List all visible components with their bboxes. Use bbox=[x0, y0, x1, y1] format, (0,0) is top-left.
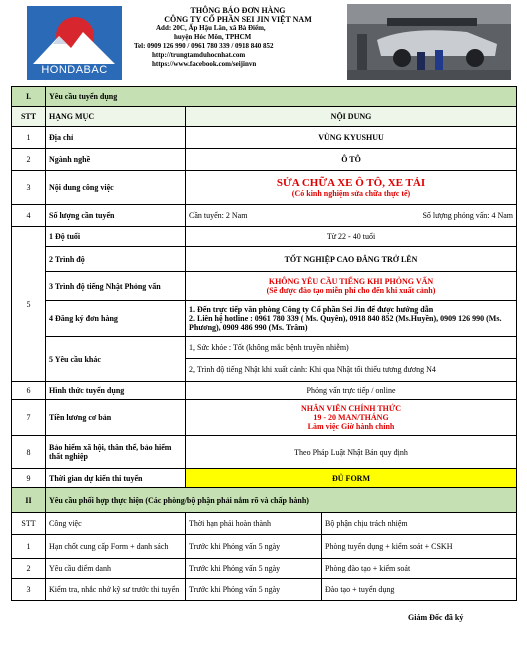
row-stt: 2 bbox=[12, 559, 46, 579]
row-stt: 4 bbox=[12, 205, 46, 227]
table-row bbox=[12, 400, 517, 436]
table-row bbox=[12, 535, 517, 559]
row-item: Hình thức tuyển dụng bbox=[46, 382, 186, 400]
company-name: CÔNG TY CỔ PHẦN SEI JIN VIỆT NAM bbox=[164, 15, 312, 24]
quota-needed: Cần tuyển: 2 Nam bbox=[189, 211, 248, 220]
table-row bbox=[12, 436, 517, 469]
row-item: Bảo hiểm xã hội, thân thể, bảo hiểm thất nghiệp bbox=[46, 436, 186, 469]
row-stt: 8 bbox=[12, 436, 46, 469]
row-stt: 3 bbox=[12, 579, 46, 601]
row-item: Số lượng cần tuyển bbox=[46, 205, 186, 227]
register-step-1: 1. Đến trực tiếp văn phòng Công ty Cổ phần Sei Jin để được hướng dẫn bbox=[189, 305, 434, 314]
other-requirement-1: 1, Sức khỏe : Tốt (không mắc bệnh truyền nhiễm) bbox=[186, 337, 516, 359]
sub-row-content bbox=[186, 301, 517, 337]
table-row bbox=[12, 205, 517, 227]
col-job: Công việc bbox=[46, 513, 186, 535]
row-stt: 3 bbox=[12, 171, 46, 205]
section-1-title: Yêu cầu tuyển dụng bbox=[46, 87, 517, 107]
row-content: Phỏng vấn trực tiếp / online bbox=[186, 382, 517, 400]
section-2-number: II bbox=[12, 488, 46, 513]
director-signature: Giám Đốc đã ký bbox=[408, 613, 464, 622]
row-item: Địa chỉ bbox=[46, 127, 186, 149]
other-requirement-2: 2, Trình độ tiếng Nhật khi xuất cảnh: Khi qua Nhật tối thiểu tương đương N4 bbox=[189, 365, 436, 374]
job-content-note: (Có kinh nghiệm sửa chữa thực tế) bbox=[291, 189, 411, 198]
table-row bbox=[12, 301, 517, 337]
workshop-photo bbox=[347, 4, 511, 80]
table-1-column-header bbox=[12, 107, 517, 127]
sub-row-content bbox=[186, 272, 517, 301]
logo-text: HONDABAC bbox=[41, 64, 108, 76]
col-content: NỘI DUNG bbox=[186, 107, 517, 127]
col-dept: Bộ phận chịu trách nhiệm bbox=[322, 513, 517, 535]
hondabac-logo bbox=[27, 6, 122, 80]
job-content-main: SỬA CHỮA XE Ô TÔ, XE TẢI bbox=[276, 177, 426, 189]
section-2-title: Yêu cầu phối hợp thực hiện (Các phòng/bộ phận phải nắm rõ và chấp hành) bbox=[46, 488, 517, 513]
row-stt: 5 bbox=[12, 227, 46, 382]
row-content bbox=[186, 205, 517, 227]
row-stt: 1 bbox=[12, 535, 46, 559]
table-row bbox=[12, 469, 517, 488]
sub-row-label: 1 Độ tuổi bbox=[46, 227, 186, 247]
table-row bbox=[12, 337, 517, 382]
col-item: HẠNG MỤC bbox=[46, 107, 186, 127]
company-address-1: Add: 20C, Ấp Hậu Lân, xã Bà Điểm, bbox=[156, 24, 266, 32]
company-tel: Tel: 0909 126 990 / 0961 780 339 / 0918 840 852 bbox=[134, 42, 274, 50]
language-note: (Sẽ được đào tạo miễn phí cho đến khi xuất cảnh) bbox=[266, 286, 436, 295]
section-1-number: I. bbox=[12, 87, 46, 107]
row-stt: 2 bbox=[12, 149, 46, 171]
section-1-header bbox=[12, 87, 517, 107]
company-website[interactable]: http://trungtamduhocnhat.com bbox=[152, 51, 246, 59]
salary-type: NHÂN VIÊN CHÍNH THỨC bbox=[300, 404, 402, 413]
row-content: Theo Pháp Luật Nhật Bản quy định bbox=[186, 436, 517, 469]
salary-hours: Làm việc Giờ hành chính bbox=[307, 422, 395, 431]
table-row bbox=[12, 171, 517, 205]
document-header bbox=[0, 0, 527, 86]
table-row bbox=[12, 149, 517, 171]
row-job: Hạn chốt cung cấp Form + danh sách bbox=[46, 535, 186, 559]
notice-title: THÔNG BÁO ĐƠN HÀNG bbox=[190, 6, 286, 15]
row-deadline: Trước khi Phỏng vấn 5 ngày bbox=[186, 579, 322, 601]
salary-amount: 19 - 20 MAN/THÁNG bbox=[313, 413, 389, 422]
table-row bbox=[12, 559, 517, 579]
company-info bbox=[134, 6, 342, 69]
sub-row-label: 4 Đăng ký đơn hàng bbox=[46, 301, 186, 337]
col-deadline: Thời hạn phải hoàn thành bbox=[186, 513, 322, 535]
sub-row-label: 2 Trình độ bbox=[46, 247, 186, 272]
quota-interview: Số lượng phỏng vấn: 4 Nam bbox=[422, 211, 514, 220]
language-requirement: KHÔNG YÊU CẦU TIẾNG KHI PHỎNG VẤN bbox=[268, 277, 434, 286]
company-facebook[interactable]: https://www.facebook.com/seijinvn bbox=[152, 60, 257, 68]
row-content bbox=[186, 400, 517, 436]
row-stt: 6 bbox=[12, 382, 46, 400]
table-row bbox=[12, 272, 517, 301]
col-stt: STT bbox=[12, 513, 46, 535]
table-row bbox=[12, 247, 517, 272]
sub-row-content bbox=[186, 337, 517, 382]
row-stt: 7 bbox=[12, 400, 46, 436]
row-item: Thời gian dự kiến thi tuyển bbox=[46, 469, 186, 488]
row-item: Nội dung công việc bbox=[46, 171, 186, 205]
table-2-column-header bbox=[12, 513, 517, 535]
row-dept: Đào tạo + tuyển dụng bbox=[322, 579, 517, 601]
row-job: Kiểm tra, nhắc nhở kỹ sư trước thi tuyển bbox=[46, 579, 186, 601]
company-address-2: huyện Hóc Môn, TPHCM bbox=[174, 33, 252, 41]
row-dept: Phòng tuyển dụng + kiểm soát + CSKH bbox=[322, 535, 517, 559]
table-row bbox=[12, 127, 517, 149]
table-row bbox=[12, 227, 517, 247]
row-content: VÙNG KYUSHUU bbox=[186, 127, 517, 149]
col-stt: STT bbox=[12, 107, 46, 127]
row-dept: Phòng đào tạo + kiểm soát bbox=[322, 559, 517, 579]
row-content: Ô TÔ bbox=[186, 149, 517, 171]
sub-row-content: TỐT NGHIỆP CAO ĐẲNG TRỞ LÊN bbox=[186, 247, 517, 272]
recruitment-table bbox=[11, 86, 517, 488]
row-stt: 1 bbox=[12, 127, 46, 149]
table-row bbox=[12, 579, 517, 601]
sub-row-label: 3 Trình độ tiếng Nhật Phỏng vấn bbox=[46, 272, 186, 301]
row-deadline: Trước khi Phỏng vấn 5 ngày bbox=[186, 559, 322, 579]
row-stt: 9 bbox=[12, 469, 46, 488]
row-deadline: Trước khi Phỏng vấn 5 ngày bbox=[186, 535, 322, 559]
row-content bbox=[186, 171, 517, 205]
car-repair-photo-icon bbox=[347, 4, 511, 80]
sub-row-label: 5 Yêu cầu khác bbox=[46, 337, 186, 382]
register-step-2: 2. Liên hệ hotline : 0961 780 339 ( Ms. Quyên), 0918 840 852 (Ms.Huyền), 0909 126 990 (Ms. Phương), 0909 486 990 (Ms. Trâm) bbox=[189, 314, 502, 332]
section-2-header bbox=[12, 488, 517, 513]
coordination-table bbox=[11, 487, 517, 601]
row-job: Yêu cầu điểm danh bbox=[46, 559, 186, 579]
row-item: Tiền lương cơ bản bbox=[46, 400, 186, 436]
row-content: ĐỦ FORM bbox=[186, 469, 517, 488]
sub-row-content: Từ 22 - 40 tuổi bbox=[186, 227, 517, 247]
row-item: Ngành nghề bbox=[46, 149, 186, 171]
table-row bbox=[12, 382, 517, 400]
